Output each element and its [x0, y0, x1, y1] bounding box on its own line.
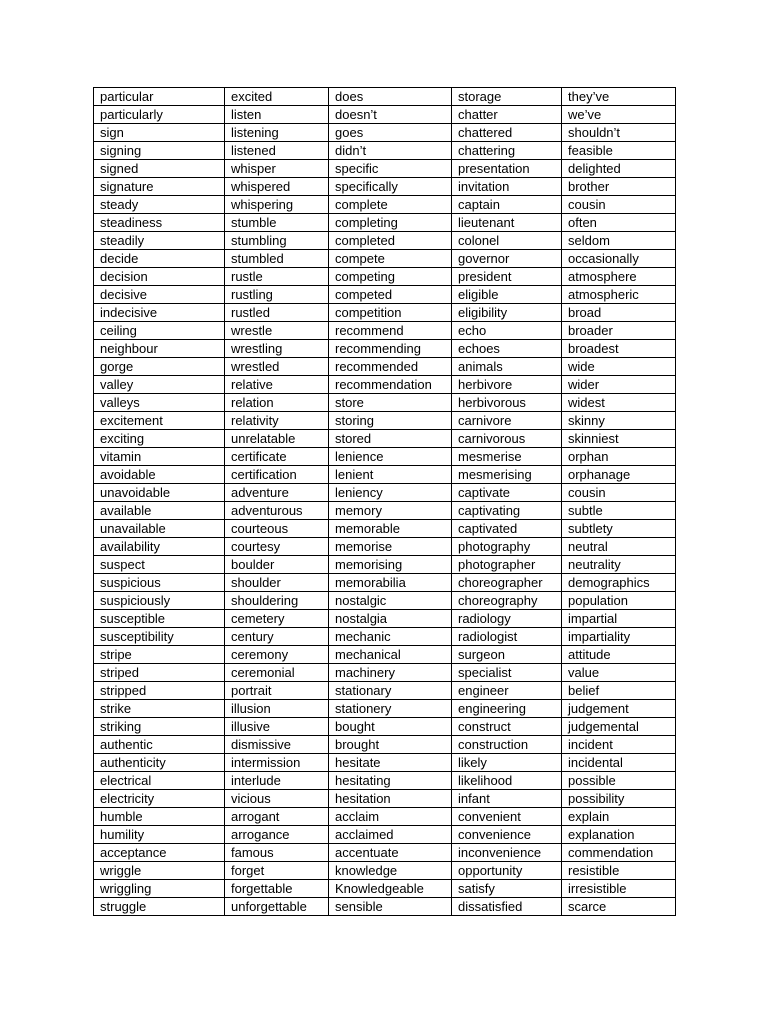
word-cell: vicious — [225, 790, 329, 808]
word-cell: exciting — [94, 430, 225, 448]
word-cell: acclaim — [329, 808, 452, 826]
word-cell: ceiling — [94, 322, 225, 340]
word-cell: rustling — [225, 286, 329, 304]
word-cell: suspiciously — [94, 592, 225, 610]
word-cell: relation — [225, 394, 329, 412]
word-cell: neutral — [562, 538, 676, 556]
word-cell: forgettable — [225, 880, 329, 898]
word-cell: rustled — [225, 304, 329, 322]
word-cell: skinny — [562, 412, 676, 430]
word-cell: gorge — [94, 358, 225, 376]
word-cell: listening — [225, 124, 329, 142]
table-row — [94, 718, 676, 736]
word-cell: they’ve — [562, 88, 676, 106]
table-row — [94, 268, 676, 286]
word-cell: inconvenience — [452, 844, 562, 862]
word-cell: whisper — [225, 160, 329, 178]
table-row — [94, 88, 676, 106]
word-cell: value — [562, 664, 676, 682]
word-cell: lieutenant — [452, 214, 562, 232]
word-cell: doesn’t — [329, 106, 452, 124]
word-cell: wider — [562, 376, 676, 394]
word-cell: captivated — [452, 520, 562, 538]
table-row — [94, 592, 676, 610]
word-cell: whispering — [225, 196, 329, 214]
word-cell: compete — [329, 250, 452, 268]
word-cell: brought — [329, 736, 452, 754]
word-cell: we’ve — [562, 106, 676, 124]
word-cell: engineering — [452, 700, 562, 718]
table-row — [94, 394, 676, 412]
word-cell: stumble — [225, 214, 329, 232]
word-cell: possible — [562, 772, 676, 790]
word-cell: striped — [94, 664, 225, 682]
word-cell: illusive — [225, 718, 329, 736]
word-cell: atmospheric — [562, 286, 676, 304]
table-row — [94, 160, 676, 178]
word-cell: mesmerise — [452, 448, 562, 466]
word-cell: illusion — [225, 700, 329, 718]
word-cell: storage — [452, 88, 562, 106]
word-cell: relativity — [225, 412, 329, 430]
table-row — [94, 484, 676, 502]
word-cell: neutrality — [562, 556, 676, 574]
word-cell: struggle — [94, 898, 225, 916]
word-cell: decision — [94, 268, 225, 286]
word-cell: recommended — [329, 358, 452, 376]
word-cell: shouldering — [225, 592, 329, 610]
word-cell: opportunity — [452, 862, 562, 880]
word-cell: recommend — [329, 322, 452, 340]
table-row — [94, 826, 676, 844]
word-cell: steady — [94, 196, 225, 214]
word-cell: leniency — [329, 484, 452, 502]
word-cell: herbivore — [452, 376, 562, 394]
word-cell: impartial — [562, 610, 676, 628]
table-row — [94, 124, 676, 142]
table-row — [94, 646, 676, 664]
word-cell: ceremonial — [225, 664, 329, 682]
word-cell: wide — [562, 358, 676, 376]
word-cell: competition — [329, 304, 452, 322]
word-cell: courteous — [225, 520, 329, 538]
table-row — [94, 574, 676, 592]
word-cell: humility — [94, 826, 225, 844]
word-cell: hesitating — [329, 772, 452, 790]
word-cell: memorabilia — [329, 574, 452, 592]
word-cell: relative — [225, 376, 329, 394]
word-cell: satisfy — [452, 880, 562, 898]
word-cell: presentation — [452, 160, 562, 178]
word-cell: listen — [225, 106, 329, 124]
word-cell: forget — [225, 862, 329, 880]
word-cell: steadily — [94, 232, 225, 250]
word-cell: herbivorous — [452, 394, 562, 412]
word-cell: avoidable — [94, 466, 225, 484]
word-cell: authenticity — [94, 754, 225, 772]
word-cell: arrogant — [225, 808, 329, 826]
word-cell: signing — [94, 142, 225, 160]
word-cell: cousin — [562, 196, 676, 214]
table-row — [94, 466, 676, 484]
word-cell: unavailable — [94, 520, 225, 538]
table-row — [94, 880, 676, 898]
word-cell: specifically — [329, 178, 452, 196]
word-cell: memorising — [329, 556, 452, 574]
word-cell: delighted — [562, 160, 676, 178]
word-cell: chattered — [452, 124, 562, 142]
word-cell: echoes — [452, 340, 562, 358]
word-cell: strike — [94, 700, 225, 718]
word-cell: chattering — [452, 142, 562, 160]
word-cell: arrogance — [225, 826, 329, 844]
word-cell: seldom — [562, 232, 676, 250]
word-cell: subtle — [562, 502, 676, 520]
word-cell: valleys — [94, 394, 225, 412]
table-row — [94, 538, 676, 556]
table-row — [94, 736, 676, 754]
table-row — [94, 178, 676, 196]
table-row — [94, 142, 676, 160]
word-cell: cousin — [562, 484, 676, 502]
word-cell: electricity — [94, 790, 225, 808]
word-cell: store — [329, 394, 452, 412]
word-cell: suspect — [94, 556, 225, 574]
table-row — [94, 214, 676, 232]
word-cell: goes — [329, 124, 452, 142]
word-cell: listened — [225, 142, 329, 160]
word-cell: memorable — [329, 520, 452, 538]
word-cell: infant — [452, 790, 562, 808]
word-cell: radiologist — [452, 628, 562, 646]
word-cell: likely — [452, 754, 562, 772]
word-cell: machinery — [329, 664, 452, 682]
word-cell: stationary — [329, 682, 452, 700]
word-cell: does — [329, 88, 452, 106]
word-cell: ceremony — [225, 646, 329, 664]
word-cell: particularly — [94, 106, 225, 124]
word-cell: electrical — [94, 772, 225, 790]
word-cell: wriggle — [94, 862, 225, 880]
word-cell: cemetery — [225, 610, 329, 628]
word-cell: signature — [94, 178, 225, 196]
word-cell: mesmerising — [452, 466, 562, 484]
word-cell: memorise — [329, 538, 452, 556]
table-row — [94, 520, 676, 538]
word-cell: subtlety — [562, 520, 676, 538]
table-row — [94, 664, 676, 682]
table-row — [94, 808, 676, 826]
table-row — [94, 610, 676, 628]
word-cell: stumbled — [225, 250, 329, 268]
word-cell: belief — [562, 682, 676, 700]
word-cell: atmosphere — [562, 268, 676, 286]
word-cell: portrait — [225, 682, 329, 700]
table-row — [94, 790, 676, 808]
word-cell: judgement — [562, 700, 676, 718]
word-cell: carnivore — [452, 412, 562, 430]
word-cell: humble — [94, 808, 225, 826]
word-cell: orphanage — [562, 466, 676, 484]
word-cell: stripe — [94, 646, 225, 664]
word-cell: recommending — [329, 340, 452, 358]
table-row — [94, 340, 676, 358]
word-cell: acceptance — [94, 844, 225, 862]
word-cell: steadiness — [94, 214, 225, 232]
word-cell: colonel — [452, 232, 562, 250]
word-cell: whispered — [225, 178, 329, 196]
word-cell: susceptibility — [94, 628, 225, 646]
word-cell: complete — [329, 196, 452, 214]
word-cell: Knowledgeable — [329, 880, 452, 898]
word-cell: unavoidable — [94, 484, 225, 502]
word-cell: convenience — [452, 826, 562, 844]
word-cell: competing — [329, 268, 452, 286]
word-cell: chatter — [452, 106, 562, 124]
word-cell: intermission — [225, 754, 329, 772]
word-cell: hesitate — [329, 754, 452, 772]
word-cell: neighbour — [94, 340, 225, 358]
word-list-body — [94, 88, 676, 916]
word-cell: susceptible — [94, 610, 225, 628]
word-cell: striking — [94, 718, 225, 736]
table-row — [94, 430, 676, 448]
word-cell: lenience — [329, 448, 452, 466]
table-row — [94, 844, 676, 862]
word-cell: authentic — [94, 736, 225, 754]
word-cell: possibility — [562, 790, 676, 808]
word-cell: acclaimed — [329, 826, 452, 844]
word-cell: captivating — [452, 502, 562, 520]
word-cell: often — [562, 214, 676, 232]
word-cell: suspicious — [94, 574, 225, 592]
word-cell: radiology — [452, 610, 562, 628]
table-row — [94, 322, 676, 340]
word-cell: stored — [329, 430, 452, 448]
word-cell: excited — [225, 88, 329, 106]
word-cell: decisive — [94, 286, 225, 304]
word-cell: unforgettable — [225, 898, 329, 916]
word-cell: broad — [562, 304, 676, 322]
word-cell: sign — [94, 124, 225, 142]
word-cell: hesitation — [329, 790, 452, 808]
word-cell: convenient — [452, 808, 562, 826]
word-cell: photography — [452, 538, 562, 556]
word-cell: century — [225, 628, 329, 646]
table-row — [94, 358, 676, 376]
word-cell: demographics — [562, 574, 676, 592]
word-cell: incident — [562, 736, 676, 754]
word-cell: widest — [562, 394, 676, 412]
table-row — [94, 376, 676, 394]
word-cell: judgemental — [562, 718, 676, 736]
word-cell: echo — [452, 322, 562, 340]
word-cell: population — [562, 592, 676, 610]
word-cell: recommendation — [329, 376, 452, 394]
word-cell: resistible — [562, 862, 676, 880]
word-cell: adventure — [225, 484, 329, 502]
word-cell: wrestling — [225, 340, 329, 358]
word-cell: adventurous — [225, 502, 329, 520]
word-cell: choreographer — [452, 574, 562, 592]
word-cell: indecisive — [94, 304, 225, 322]
word-cell: captivate — [452, 484, 562, 502]
word-cell: captain — [452, 196, 562, 214]
table-row — [94, 106, 676, 124]
word-cell: knowledge — [329, 862, 452, 880]
word-cell: wriggling — [94, 880, 225, 898]
word-cell: skinniest — [562, 430, 676, 448]
table-row — [94, 754, 676, 772]
word-cell: completed — [329, 232, 452, 250]
table-row — [94, 862, 676, 880]
word-cell: specific — [329, 160, 452, 178]
table-row — [94, 898, 676, 916]
word-cell: courtesy — [225, 538, 329, 556]
word-cell: shoulder — [225, 574, 329, 592]
word-cell: completing — [329, 214, 452, 232]
word-cell: certification — [225, 466, 329, 484]
table-row — [94, 196, 676, 214]
table-row — [94, 502, 676, 520]
table-row — [94, 700, 676, 718]
word-cell: invitation — [452, 178, 562, 196]
word-cell: engineer — [452, 682, 562, 700]
word-cell: specialist — [452, 664, 562, 682]
word-cell: broader — [562, 322, 676, 340]
word-cell: brother — [562, 178, 676, 196]
word-cell: occasionally — [562, 250, 676, 268]
word-cell: construction — [452, 736, 562, 754]
word-cell: decide — [94, 250, 225, 268]
word-cell: choreography — [452, 592, 562, 610]
table-row — [94, 412, 676, 430]
word-cell: storing — [329, 412, 452, 430]
word-cell: photographer — [452, 556, 562, 574]
word-cell: excitement — [94, 412, 225, 430]
word-cell: famous — [225, 844, 329, 862]
word-cell: dissatisfied — [452, 898, 562, 916]
word-cell: stationery — [329, 700, 452, 718]
word-cell: stumbling — [225, 232, 329, 250]
table-row — [94, 556, 676, 574]
word-cell: competed — [329, 286, 452, 304]
word-cell: irresistible — [562, 880, 676, 898]
word-cell: scarce — [562, 898, 676, 916]
table-row — [94, 250, 676, 268]
word-cell: stripped — [94, 682, 225, 700]
table-row — [94, 628, 676, 646]
word-cell: signed — [94, 160, 225, 178]
word-cell: president — [452, 268, 562, 286]
word-cell: certificate — [225, 448, 329, 466]
word-list-table — [93, 87, 676, 916]
word-cell: construct — [452, 718, 562, 736]
word-cell: nostalgic — [329, 592, 452, 610]
word-cell: dismissive — [225, 736, 329, 754]
word-cell: accentuate — [329, 844, 452, 862]
word-cell: availability — [94, 538, 225, 556]
word-cell: eligibility — [452, 304, 562, 322]
word-cell: mechanic — [329, 628, 452, 646]
word-cell: orphan — [562, 448, 676, 466]
word-cell: sensible — [329, 898, 452, 916]
word-cell: explain — [562, 808, 676, 826]
table-row — [94, 448, 676, 466]
word-cell: eligible — [452, 286, 562, 304]
word-cell: broadest — [562, 340, 676, 358]
word-cell: feasible — [562, 142, 676, 160]
word-cell: mechanical — [329, 646, 452, 664]
word-cell: available — [94, 502, 225, 520]
word-cell: unrelatable — [225, 430, 329, 448]
table-row — [94, 286, 676, 304]
word-cell: impartiality — [562, 628, 676, 646]
word-cell: lenient — [329, 466, 452, 484]
table-row — [94, 232, 676, 250]
word-cell: animals — [452, 358, 562, 376]
word-cell: valley — [94, 376, 225, 394]
word-cell: incidental — [562, 754, 676, 772]
word-cell: explanation — [562, 826, 676, 844]
word-cell: boulder — [225, 556, 329, 574]
table-row — [94, 682, 676, 700]
word-cell: interlude — [225, 772, 329, 790]
word-cell: vitamin — [94, 448, 225, 466]
word-cell: likelihood — [452, 772, 562, 790]
word-cell: attitude — [562, 646, 676, 664]
word-cell: nostalgia — [329, 610, 452, 628]
word-cell: wrestled — [225, 358, 329, 376]
table-row — [94, 772, 676, 790]
word-cell: commendation — [562, 844, 676, 862]
word-cell: surgeon — [452, 646, 562, 664]
table-row — [94, 304, 676, 322]
word-cell: memory — [329, 502, 452, 520]
word-cell: particular — [94, 88, 225, 106]
word-cell: wrestle — [225, 322, 329, 340]
word-cell: carnivorous — [452, 430, 562, 448]
word-cell: didn’t — [329, 142, 452, 160]
word-cell: rustle — [225, 268, 329, 286]
word-cell: governor — [452, 250, 562, 268]
word-cell: bought — [329, 718, 452, 736]
word-cell: shouldn’t — [562, 124, 676, 142]
